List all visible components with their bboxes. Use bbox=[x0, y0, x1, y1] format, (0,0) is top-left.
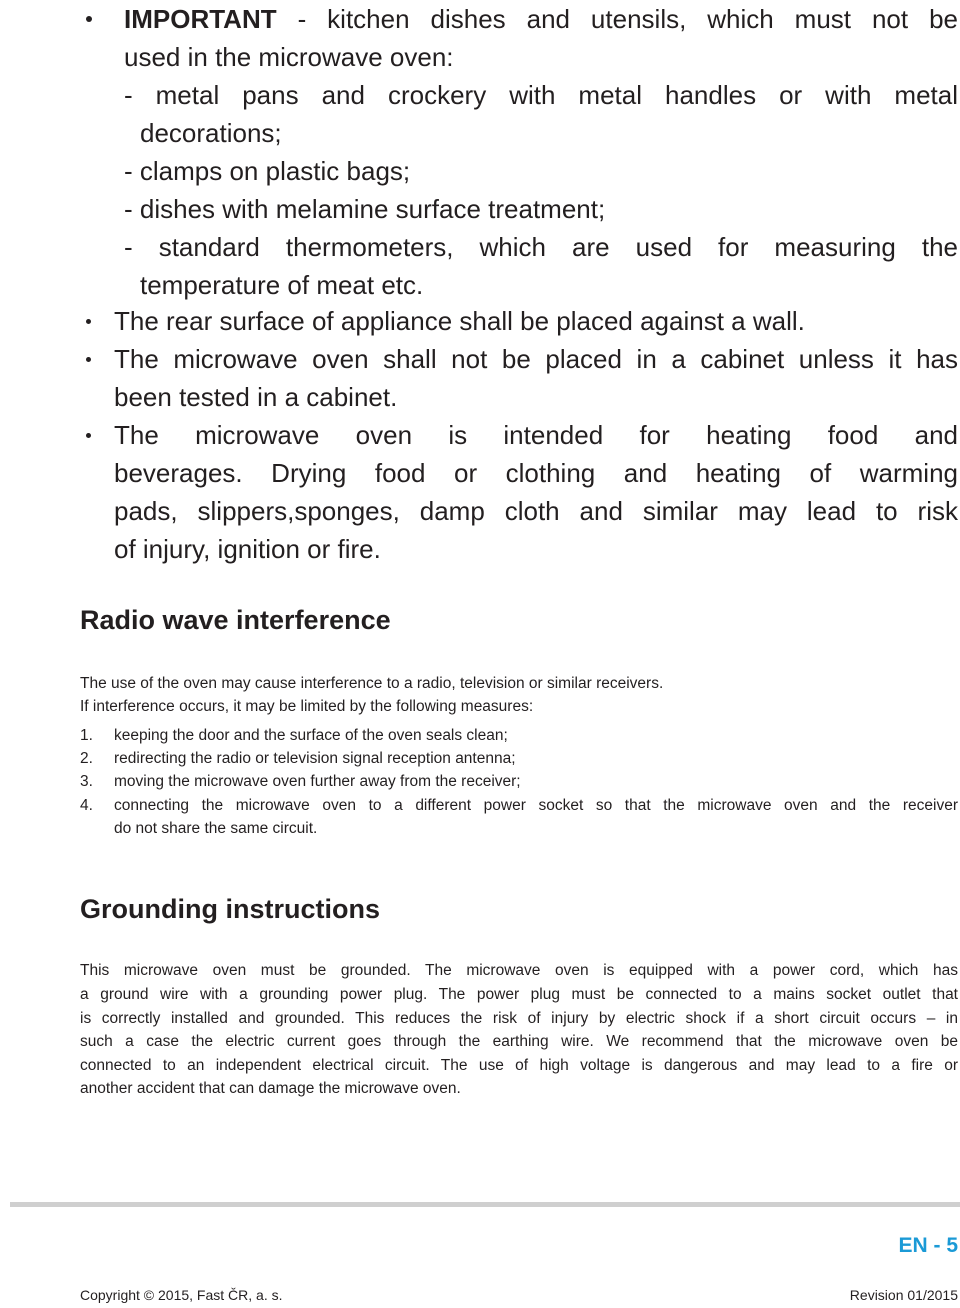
revision-value: 01/2015 bbox=[903, 1287, 958, 1303]
grounding-line-4: such a case the electric current goes through the earthing wire. We recommend that the microwave oven be bbox=[80, 1033, 958, 1050]
bullet-1-text: The rear surface of appliance shall be placed against a wall. bbox=[114, 306, 805, 336]
measure-3-text: moving the microwave oven further away from the receiver; bbox=[114, 773, 521, 790]
bullet-3-text: The microwave oven is intended for heating food and bbox=[114, 420, 958, 450]
important-label: IMPORTANT bbox=[124, 4, 277, 34]
radio-intro-2: If interference occurs, it may be limited by the following measures: bbox=[80, 698, 534, 715]
radio-intro-1: The use of the oven may cause interference to a radio, television or similar receivers. bbox=[80, 675, 664, 692]
bullet-important bbox=[86, 16, 92, 22]
measure-4-num: 4. bbox=[80, 797, 93, 814]
measure-4-cont: do not share the same circuit. bbox=[114, 820, 318, 837]
measure-3-num: 3. bbox=[80, 773, 93, 790]
important-line-2: used in the microwave oven: bbox=[124, 42, 454, 72]
grounding-line-5: connected to an independent electrical circuit. The use of high voltage is dangerous and may lead to a fire or bbox=[80, 1057, 958, 1074]
important-item-2: - clamps on plastic bags; bbox=[124, 156, 411, 186]
bullet-3-cont-3: of injury, ignition or fire. bbox=[114, 534, 381, 564]
important-item-3: - dishes with melamine surface treatment; bbox=[124, 194, 606, 224]
bullet-3-cont-2: pads, slippers,sponges, damp cloth and similar may lead to risk bbox=[114, 496, 958, 526]
important-item-1-cont: decorations; bbox=[140, 118, 282, 148]
bullet-3-cont-1: beverages. Drying food or clothing and heating of warming bbox=[114, 458, 958, 488]
radio-heading: Radio wave interference bbox=[80, 605, 391, 635]
bullet-3 bbox=[86, 433, 91, 438]
grounding-line-1: This microwave oven must be grounded. The microwave oven is equipped with a power cord, which has bbox=[80, 962, 958, 979]
measure-4-text: connecting the microwave oven to a different power socket so that the microwave oven and the receiver bbox=[114, 797, 958, 814]
copyright: Copyright © 2015, Fast ČR, a. s. bbox=[80, 1287, 283, 1303]
important-item-4-cont: temperature of meat etc. bbox=[140, 270, 424, 300]
grounding-heading: Grounding instructions bbox=[80, 894, 380, 924]
important-text: - kitchen dishes and utensils, which must not be bbox=[276, 4, 958, 34]
measure-1-text: keeping the door and the surface of the oven seals clean; bbox=[114, 727, 508, 744]
grounding-line-6: another accident that can damage the microwave oven. bbox=[80, 1080, 461, 1097]
page-number: EN - 5 bbox=[898, 1234, 958, 1257]
important-item-4: - standard thermometers, which are used for measuring the bbox=[124, 232, 958, 262]
bullet-2-text: The microwave oven shall not be placed in a cabinet unless it has bbox=[114, 344, 958, 374]
measure-1-num: 1. bbox=[80, 727, 93, 744]
important-line-1 bbox=[124, 0, 958, 38]
bullet-1 bbox=[86, 319, 91, 324]
footer-rule bbox=[10, 1202, 960, 1207]
revision bbox=[850, 1287, 958, 1303]
measure-2-text: redirecting the radio or television signal reception antenna; bbox=[114, 750, 516, 767]
bullet-2-cont: been tested in a cabinet. bbox=[114, 382, 398, 412]
bullet-2 bbox=[86, 357, 91, 362]
grounding-line-2: a ground wire with a grounding power plug. The power plug must be connected to a mains socket outlet that bbox=[80, 986, 958, 1003]
grounding-line-3: is correctly installed and grounded. This reduces the risk of injury by electric shock if a short circuit occurs – in bbox=[80, 1010, 958, 1027]
revision-label: Revision bbox=[849, 1287, 904, 1303]
measure-2-num: 2. bbox=[80, 750, 93, 767]
important-item-1: - metal pans and crockery with metal handles or with metal bbox=[124, 80, 958, 110]
